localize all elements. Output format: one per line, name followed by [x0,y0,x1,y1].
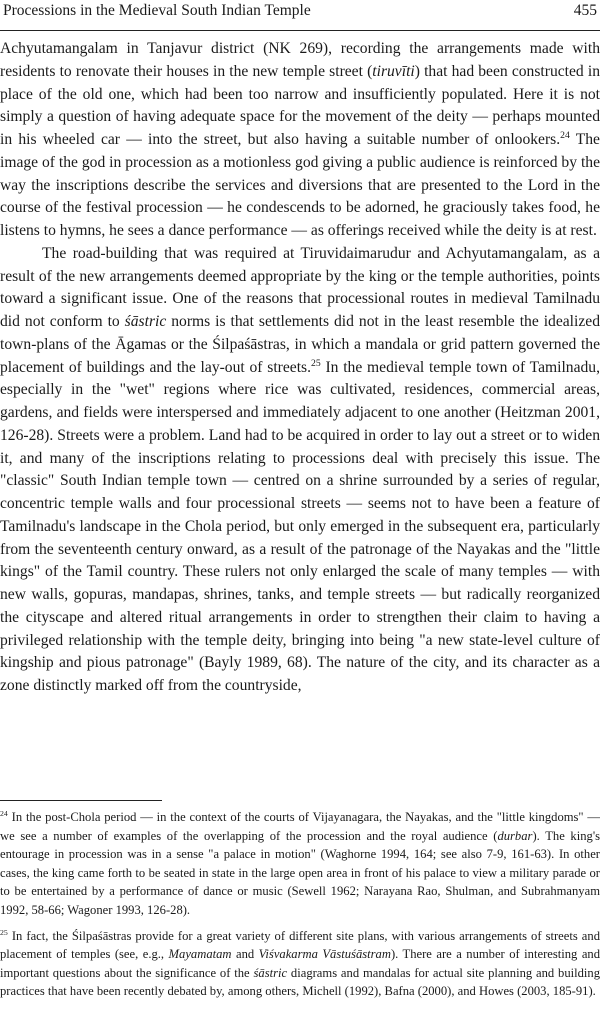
page-header [0,0,600,31]
italic-term: durbar [497,828,533,843]
italic-term: śāstric [124,313,167,330]
footnote-marker: 24 [560,129,570,141]
running-title: Processions in the Medieval South Indian Temple [3,2,311,19]
footnote-24: $^{24}$ In the post-Chola period — in the context of the courts of Vijayanagara, the Nayakas, and the "little kingdoms" — we see a number of examples of the overlapping of the procession and the royal audience (durbar). The king's entourage in procession was in a sense "a palace in motion" (Waghorne 1994, 164; see also 7-9, 161-63). In other cases, the king came forth to be seated in state in the large open area in front of his palace to view a military parade or to be entertained by a performance of dance or music (Sewell 1962; Narayana Rao, Shulman, and Subrahmanyam 1992, 58-66; Wagoner 1993, 126-28). [0,808,600,917]
footnote-marker: 25 [0,927,8,937]
paragraph: Achyutamangalam in Tanjavur district (NK 269), recording the arrangements made with residents to renovate their houses in the new temple street (tiruvīti) that had been constructed in place of the old one, which had been too narrow and insufficiently populated. Here it is not simply a question of having adequate space for the movement of the deity — perhaps mounted in his wheeled car — into the street, but also having a suitable number of onlookers.$^{24}$ The image of the god in procession as a motionless god giving a public audience is reinforced by the way the inscriptions describe the services and diversions that are presented to the Lord in the course of the festival procession — he condescends to be adorned, he graciously takes food, he listens to hymns, he sees a dance performance — as offerings received while the deity is at rest. [0,40,600,239]
footnotes [0,808,600,1008]
italic-term: Mayamatam [168,947,232,962]
italic-term: śāstric [253,965,288,980]
footnote-rule [0,800,162,801]
footnote-marker: 24 [0,808,8,818]
paragraph: The road-building that was required at Tiruvidaimarudur and Achyutamangalam, as a result of the new arrangements deemed appropriate by the king or the temple authorities, points toward a significant issue. One of the reasons that processional routes in medieval Tamilnadu did not conform to śāstric norms is that settlements did not in the least resemble the idealized town-plans of the Āgamas or the Śilpaśāstras, in which a mandala or grid pattern governed the placement of buildings and the lay-out of streets.$^{25}$ In the medieval temple town of Tamilnadu, especially in the "wet" regions where rice was cultivated, residences, commercial areas, gardens, and fields were interspersed and immediately adjacent to one another (Heitzman 2001, 126-28). Streets were a problem. Land had to be acquired in order to lay out a street or to widen it, and many of the inscriptions relating to processions deal with precisely this issue. The "classic" South Indian temple town — centred on a shrine surrounded by a series of regular, concentric temple walls and four processional streets — seems not to have been a feature of Tamilnadu's landscape in the Chola period, but only emerged in the subsequent era, particularly from the seventeenth century onward, as a result of the patronage of the Nayakas and the "little kings" of the Tamil country. These rulers not only enlarged the scale of many temples — with new walls, gopuras, mandapas, shrines, tanks, and temple streets — but radically reorganized the cityscape and altered ritual arrangements in order to strengthen their claim to having a privileged relationship with the temple deity, bringing into being "a new state-level culture of kingship and pious patronage" (Bayly 1989, 68). The nature of the city, and its character as a zone distinctly marked off from the countryside, [0,244,600,694]
footnote-marker: 25 [311,357,321,369]
body-text [0,38,600,698]
page-number: 455 [573,2,597,19]
footnote-25: $^{25}$ In fact, the Śilpaśāstras provide for a great variety of different site plans, with various arrangements of streets and placement of temples (see, e.g., Mayamatam and Viśvakarma Vāstuśāstram). There are a number of interesting and important questions about the significance of the śāstric diagrams and mandalas for actual site planning and building practices that have been recently debated by, among others, Michell (1992), Bafna (2000), and Howes (2003, 185-91). [0,927,600,999]
italic-term: tiruvīti [372,62,415,80]
italic-term: Viśvakarma Vāstuśāstram [258,947,391,962]
